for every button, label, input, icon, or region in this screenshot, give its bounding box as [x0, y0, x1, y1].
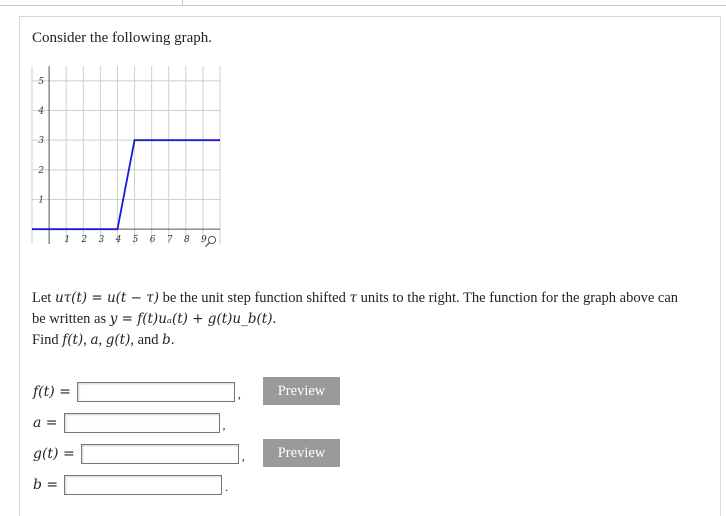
- f-label: f(t) =: [33, 383, 71, 400]
- y-tick-label: 5: [38, 76, 45, 87]
- x-tick-label: 1: [64, 235, 71, 246]
- y-tick-label: 1: [38, 195, 45, 206]
- g-label: g(t) =: [33, 445, 75, 462]
- g-answer-input[interactable]: [81, 444, 239, 464]
- top-tab-outline: [0, 0, 183, 6]
- b-answer-input[interactable]: [64, 475, 222, 495]
- magnify-icon: [206, 236, 216, 246]
- unit-step-definition: uτ(t) = u(t − τ): [54, 290, 159, 306]
- tau-symbol: τ: [349, 290, 357, 306]
- problem-line-2: be written as y = f(t)uₐ(t) + g(t)u_b(t).: [32, 311, 277, 327]
- period: .: [225, 480, 229, 494]
- comma-separator: ,: [237, 387, 241, 401]
- x-tick-label: 8: [183, 235, 190, 246]
- preview-f-button[interactable]: Preview: [263, 377, 340, 405]
- comma-separator: ,: [222, 418, 226, 432]
- f-answer-row: [33, 381, 241, 402]
- graph-axes: [32, 66, 220, 244]
- y-tick-label: 3: [38, 136, 45, 147]
- b-answer-row: [33, 474, 228, 495]
- series-line: [32, 140, 220, 229]
- x-tick-label: 4: [115, 235, 122, 246]
- f-answer-input[interactable]: [77, 382, 235, 402]
- step-function-graph: [30, 64, 222, 254]
- y-tick-label: 2: [38, 165, 45, 176]
- a-answer-row: [33, 412, 226, 433]
- problem-line-1: Let uτ(t) = u(t − τ) be the unit step function shifted τ units to the right. The function for the graph above can: [32, 290, 679, 306]
- x-tick-label: 7: [166, 235, 173, 246]
- x-tick-label: 5: [132, 235, 139, 246]
- x-tick-label: 6: [149, 235, 156, 246]
- x-tick-label: 3: [98, 235, 105, 246]
- graph-grid: [32, 66, 220, 244]
- step-formula: y = f(t)uₐ(t) + g(t)u_b(t): [109, 311, 273, 327]
- graph-tick-labels: [37, 77, 207, 245]
- x-tick-label: 2: [81, 235, 88, 246]
- b-label: b =: [33, 476, 59, 493]
- g-answer-row: [33, 443, 245, 464]
- comma-separator: ,: [241, 449, 245, 463]
- problem-line-3: Find f(t), a, g(t), and b.: [32, 332, 175, 348]
- intro-text: Consider the following graph.: [32, 30, 212, 46]
- a-label: a =: [33, 414, 58, 431]
- top-divider: [182, 5, 726, 6]
- y-tick-label: 4: [38, 106, 45, 117]
- preview-g-button[interactable]: Preview: [263, 439, 340, 467]
- problem-statement: [32, 288, 712, 351]
- x-tick-label: 9: [201, 235, 207, 246]
- a-answer-input[interactable]: [64, 413, 220, 433]
